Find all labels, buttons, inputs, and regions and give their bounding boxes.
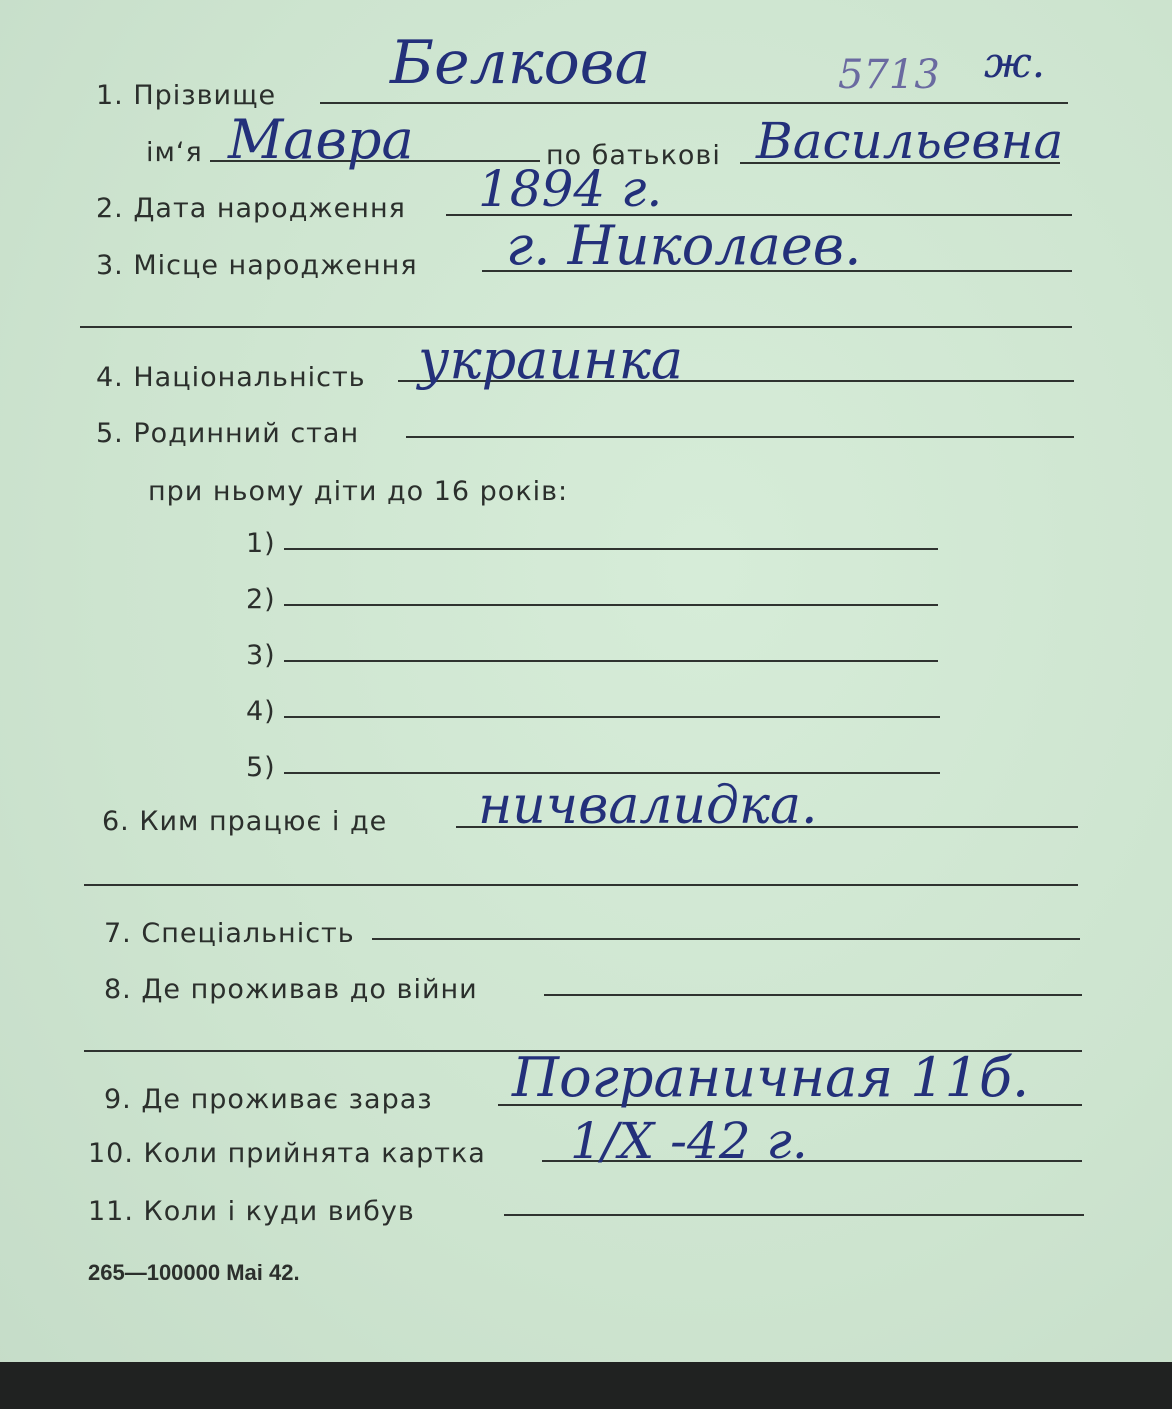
q4-label: 4. Національність	[96, 362, 366, 393]
q8-label: 8. Де проживав до війни	[104, 974, 478, 1005]
q7-line	[372, 938, 1080, 940]
child-2-line	[284, 604, 938, 606]
sex-mark-value: ж.	[984, 38, 1046, 87]
child-5-line	[284, 772, 940, 774]
q11-label: 11. Коли і куди вибув	[88, 1196, 415, 1227]
child-4-label: 4)	[246, 696, 276, 727]
q1-patronymic-label: по батькові	[546, 140, 721, 171]
child-3-line	[284, 660, 938, 662]
q1-name-label: ім‘я	[146, 137, 203, 168]
q9-label: 9. Де проживає зараз	[104, 1084, 433, 1115]
name-value: Мавра	[228, 108, 414, 171]
q3-label: 3. Місце народження	[96, 250, 418, 281]
q6-extra-line	[84, 884, 1078, 886]
q8-line	[544, 994, 1082, 996]
nationality-value: украинка	[418, 328, 684, 391]
print-footer: 265—100000 Mai 42.	[88, 1260, 300, 1285]
patronymic-value: Васильевна	[756, 112, 1064, 170]
child-3-label: 3)	[246, 640, 276, 671]
q6-label: 6. Ким працює і де	[102, 806, 388, 837]
q2-label: 2. Дата народження	[96, 193, 406, 224]
card-number-value: 5713	[838, 52, 940, 98]
q1-surname-line	[320, 102, 1068, 104]
child-5-label: 5)	[246, 752, 276, 783]
current-residence-value: Пограничная 11б.	[512, 1046, 1030, 1109]
children-label: при ньому діти до 16 років:	[148, 476, 569, 507]
q1-surname-label: 1. Прізвище	[96, 80, 277, 111]
occupation-value: ничвалидка.	[478, 776, 818, 836]
surname-value: Белкова	[390, 28, 651, 98]
birth-date-value: 1894 г.	[478, 160, 663, 218]
child-4-line	[284, 716, 940, 718]
q5-label: 5. Родинний стан	[96, 418, 360, 449]
q10-label: 10. Коли прийнята картка	[88, 1138, 486, 1169]
child-2-label: 2)	[246, 584, 276, 615]
birth-place-value: г. Николаев.	[506, 214, 862, 277]
q5-line	[406, 436, 1074, 438]
child-1-line	[284, 548, 938, 550]
q7-label: 7. Спеціальність	[104, 918, 355, 949]
card-date-value: 1/X -42 г.	[570, 1112, 808, 1170]
scan-edge	[0, 1362, 1172, 1409]
q11-line	[504, 1214, 1084, 1216]
child-1-label: 1)	[246, 528, 276, 559]
